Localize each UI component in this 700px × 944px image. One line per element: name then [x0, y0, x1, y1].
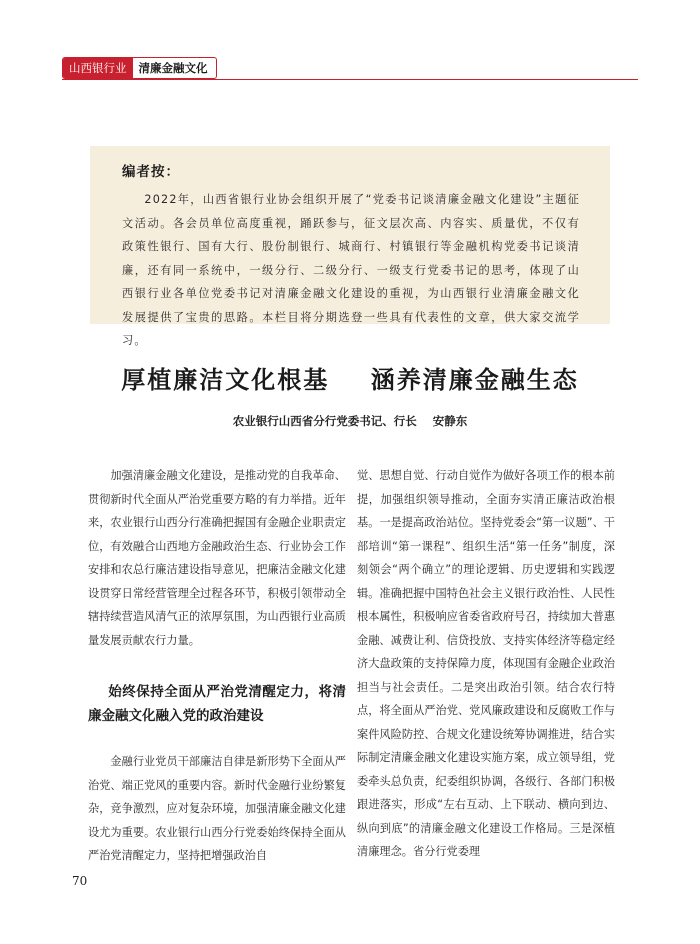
article-column-right [357, 464, 615, 864]
header-rule [62, 79, 638, 80]
section-tag [62, 57, 217, 79]
section-tag-secondary: 清廉金融文化 [138, 61, 208, 75]
editor-note-text: 2022年，山西省银行业协会组织开展了“党委书记谈清廉金融文化建设”主题征文活动。各会员单位高度重视，踊跃参与，征文层次高、内容实、质量优，不仅有政策性银行、国有大行、股份制银行、城商行、村镇银行等金融机构党委书记谈清廉，还有同一系统中，一级分行、二级分行、一级支行党委书记的思考，体现了山西银行业各单位党委书记对清廉金融文化建设的重视，为山西银行业清廉金融文化发展提供了宝贵的思路。本栏目将分期选登一些具有代表性的文章，供大家交流学习。 [122, 193, 580, 347]
article-title: 厚植廉洁文化根基 涵养清廉金融生态 [121, 365, 579, 394]
page-number: 70 [72, 874, 88, 888]
intro-paragraph: 加强清廉金融文化建设，是推动党的自我革命、贯彻新时代全面从严治党重要方略的有力举措。近年来，农业银行山西分行准确把握国有金融企业职责定位，有效融合山西地方金融政治生态、行业协会工作安排和农总行廉洁建设指导意见，把廉洁金融文化建设贯穿日常经营管理全过程各环节，积极引领带动全辖持续营造风清气正的浓厚氛围，为山西银行业高质量发展贡献农行力量。 [88, 469, 346, 647]
article-column-left [88, 464, 346, 868]
section-subheading: 始终保持全面从严治党清醒定力，将清廉金融文化融入党的政治建设 [88, 684, 346, 724]
editor-note-heading: 编者按： [122, 164, 180, 180]
body-paragraph-continued: 觉、思想自觉、行动自觉作为做好各项工作的根本前提，加强组织领导推动，全面夯实清正廉洁政治根基。一是提高政治站位。坚持党委会“第一议题”、干部培训“第一课程”、组织生活“第一任务”制度，深刻领会“两个确立”的理论逻辑、历史逻辑和实践逻辑。准确把握中国特色社会主义银行政治性、人民性根本属性，积极响应省委省政府号召，持续加大普惠金融、减费让利、信贷投放、支持实体经济等稳定经济大盘政策的支持保障力度，体现国有金融企业政治担当与社会责任。二是突出政治引领。结合农行特点，将全面从严治党、党风廉政建设和反腐败工作与案件风险防控、合规文化建设统筹协调推进，结合实际制定清廉金融文化建设实施方案，成立领导组，党委牵头总负责，纪委组织协调，各级行、各部门积极跟进落实，形成“左右互动、上下联动、横向到边、纵向到底”的清廉金融文化建设工作格局。三是深植清廉理念。省分行党委理 [357, 469, 615, 858]
editor-note-box [90, 146, 610, 347]
article-byline: 农业银行山西省分行党委书记、行长 安静东 [232, 414, 468, 428]
body-paragraph: 金融行业党员干部廉洁自律是新形势下全面从严治党、端正党风的重要内容。新时代金融行业纷繁复杂，竞争激烈，应对复杂环境，加强清廉金融文化建设尤为重要。农业银行山西分行党委始终保持全面从严治党清醒定力，坚持把增强政治自 [88, 755, 346, 862]
section-tag-primary: 山西银行业 [63, 58, 133, 78]
